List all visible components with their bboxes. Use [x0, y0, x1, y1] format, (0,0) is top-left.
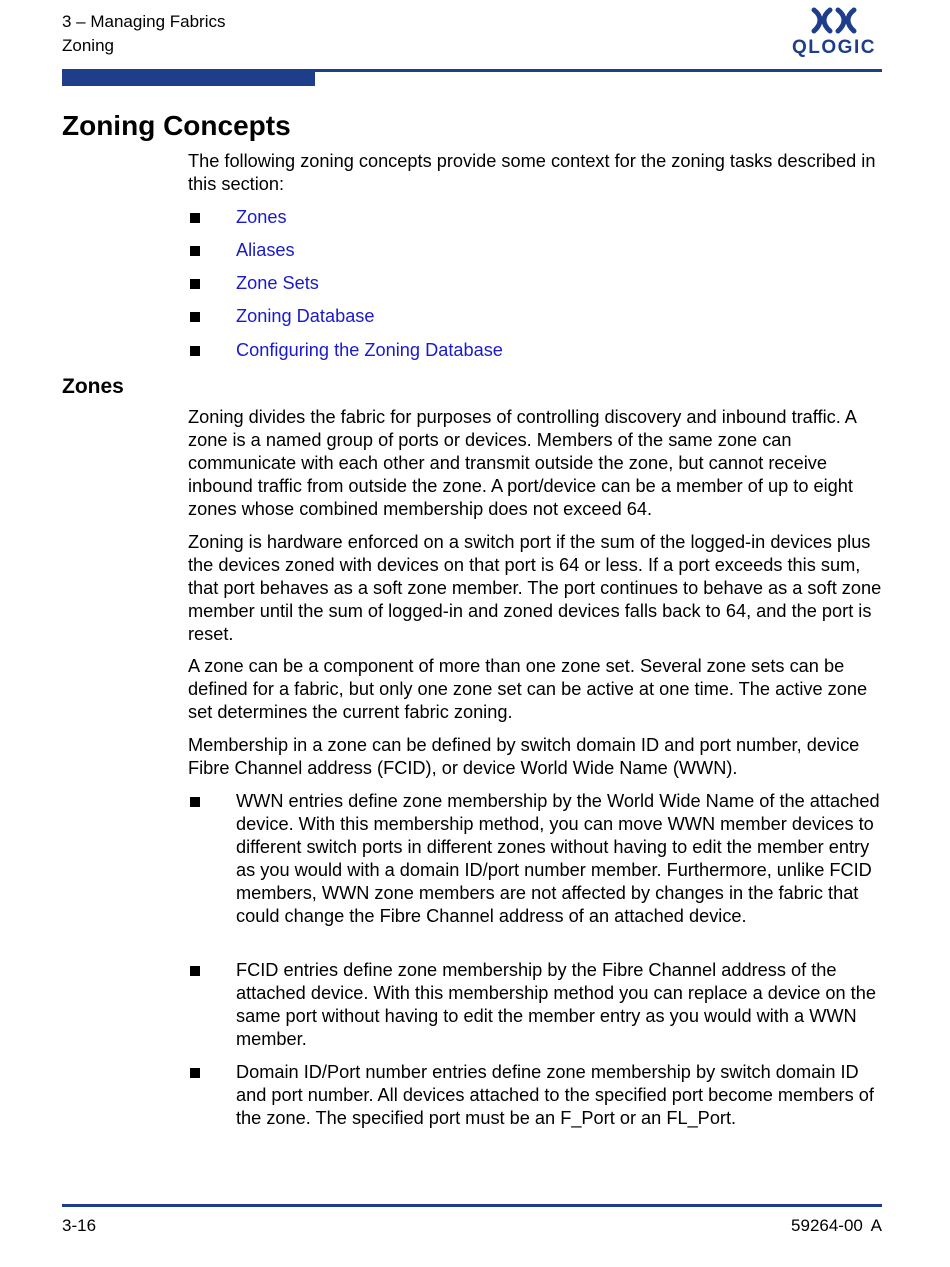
bullet-square-icon	[190, 1068, 200, 1078]
zones-paragraph-1: Zoning divides the fabric for purposes of controlling discovery and inbound traffic. A zone is a named group of ports or devices. Members of the same zone can communicate with each other and transmit outside the zone, but cannot receive inbound traffic from outside the zone. A port/device can be a member of up to eight zones whose combined membership does not exceed 64.	[188, 407, 856, 519]
qlogic-mark-icon	[788, 6, 880, 36]
fcid-membership-text: FCID entries define zone membership by the Fibre Channel address of the attached device. With this membership method you can replace a device on the same port without having to edit the member entry as you would with a WWN member.	[236, 960, 876, 1049]
intro-paragraph: The following zoning concepts provide some context for the zoning tasks described in this section:	[188, 151, 876, 194]
link-zones[interactable]: Zones	[236, 207, 287, 227]
page-title: Zoning Concepts	[62, 110, 291, 141]
header-rule-accent	[62, 69, 315, 86]
link-zone-sets[interactable]: Zone Sets	[236, 273, 319, 293]
document-number: 59264-00 A	[791, 1216, 882, 1235]
logo-wordmark: QLOGIC	[792, 37, 876, 58]
zones-heading: Zones	[62, 375, 124, 398]
bullet-square-icon	[190, 279, 200, 289]
link-configuring-zoning-database[interactable]: Configuring the Zoning Database	[236, 340, 503, 360]
zones-paragraph-3: A zone can be a component of more than one zone set. Several zone sets can be defined for a fabric, but only one zone set can be active at one time. The active zone set determines the current fabric zoning.	[188, 656, 868, 722]
bullet-square-icon	[190, 966, 200, 976]
chapter-title: 3 – Managing Fabrics	[62, 12, 226, 31]
bullet-square-icon	[190, 246, 200, 256]
domain-port-membership-text: Domain ID/Port number entries define zone membership by switch domain ID and port number. All devices attached to the specified port become members of the zone. The specified port must be an F_Port or an FL_Port.	[236, 1062, 874, 1128]
footer-rule	[62, 1204, 882, 1207]
running-header	[62, 10, 225, 58]
page-number: 3-16	[62, 1216, 97, 1235]
zones-paragraph-2: Zoning is hardware enforced on a switch port if the sum of the logged-in devices plus the devices zoned with devices on that port is 64 or less. If a port exceeds this sum, that port behaves as a soft zone member. The port continues to behave as a soft zone member until the sum of logged-in and zoned devices falls back to 64, and the port is reset.	[188, 532, 882, 644]
link-aliases[interactable]: Aliases	[236, 240, 295, 260]
wwn-membership-text: WWN entries define zone membership by the World Wide Name of the attached device. With this membership method, you can move WWN member devices to different switch ports in different zones without having to edit the member entry as you would with a domain ID/port number member. Furthermore, unlike FCID members, WWN zone members are not affected by changes in the fabric that could change the Fibre Channel address of an attached device.	[236, 791, 880, 926]
link-zoning-database[interactable]: Zoning Database	[236, 306, 375, 326]
section-title: Zoning	[62, 36, 114, 55]
qlogic-logo	[788, 6, 880, 62]
bullet-square-icon	[190, 346, 200, 356]
bullet-square-icon	[190, 312, 200, 322]
bullet-square-icon	[190, 213, 200, 223]
zones-paragraph-4: Membership in a zone can be defined by switch domain ID and port number, device Fibre Channel address (FCID), or device World Wide Name (WWN).	[188, 735, 860, 778]
bullet-square-icon	[190, 797, 200, 807]
